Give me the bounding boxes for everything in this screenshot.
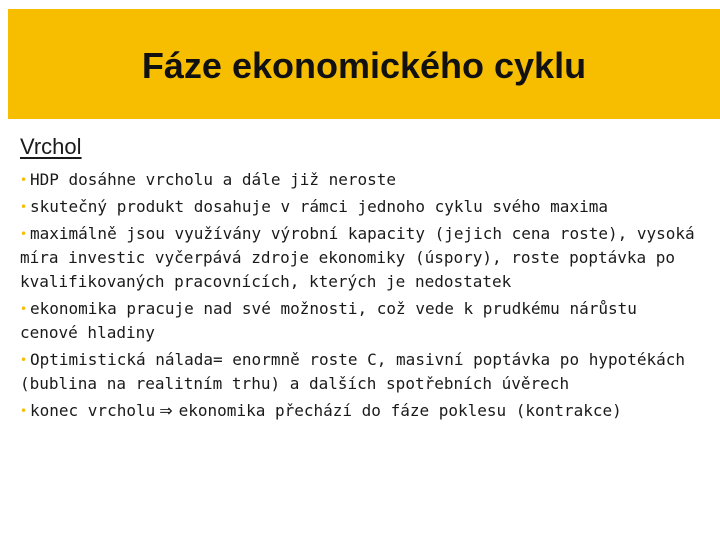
implies-arrow-icon: ⇒	[159, 401, 173, 420]
list-item	[20, 297, 700, 345]
bullet-icon: •	[20, 353, 28, 367]
bullet-list	[20, 168, 700, 423]
list-item	[20, 168, 700, 192]
list-item	[20, 222, 700, 294]
section-heading: Vrchol	[20, 134, 82, 159]
bullet-text: maximálně jsou využívány výrobní kapacity (jejich cena roste), vysoká míra investic vyčerpává zdroje ekonomiky (úspory), roste poptávka po kvalifikovaných pracovnících, kterých je nedostatek	[20, 224, 695, 291]
bullet-icon: •	[20, 302, 28, 316]
list-item	[20, 195, 700, 219]
bullet-icon: •	[20, 404, 28, 418]
bullet-text: HDP dosáhne vrcholu a dále již neroste	[30, 170, 397, 189]
bullet-text: ekonomika pracuje nad své možnosti, což vede k prudkému nárůstu cenové hladiny	[20, 299, 637, 342]
list-item	[20, 399, 700, 423]
bullet-text: Optimistická nálada= enormně roste C, masivní poptávka po hypotékách (bublina na realitním trhu) a dalších spotřebních úvěrech	[20, 350, 686, 393]
title-banner	[8, 9, 720, 119]
bullet-icon: •	[20, 200, 28, 214]
bullet-text: konec vrcholu	[30, 401, 156, 420]
bullet-text: skutečný produkt dosahuje v rámci jednoho cyklu svého maxima	[30, 197, 608, 216]
bullet-icon: •	[20, 227, 28, 241]
bullet-icon: •	[20, 173, 28, 187]
bullet-text: ekonomika přechází do fáze poklesu (kontrakce)	[178, 401, 622, 420]
slide-title: Fáze ekonomického cyklu	[141, 45, 587, 86]
list-item	[20, 348, 700, 396]
slide-content	[20, 132, 700, 426]
